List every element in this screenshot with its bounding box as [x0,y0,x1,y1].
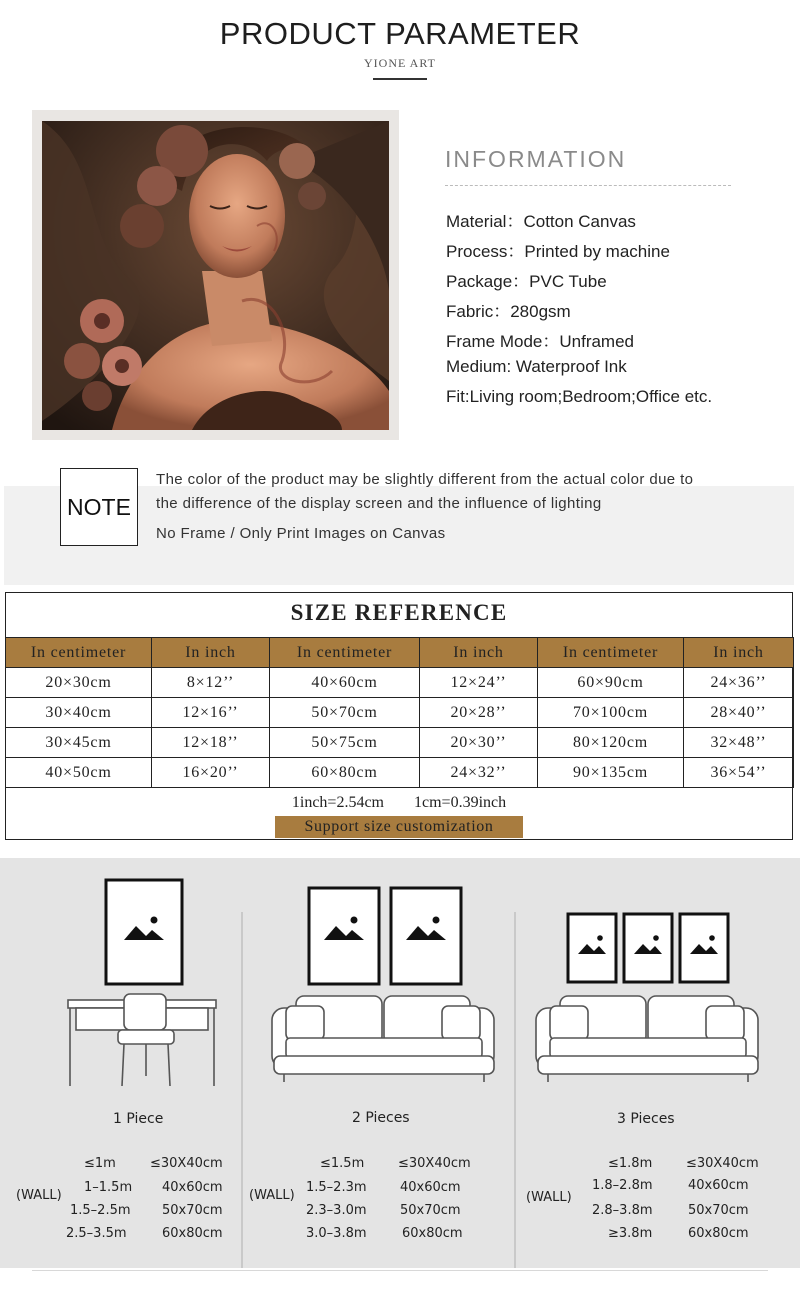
table-cell: 20×28’’ [420,698,538,728]
page-title: PRODUCT PARAMETER [219,16,581,51]
note-label: NOTE [60,468,138,546]
print-size: 40x60cm [688,1178,749,1193]
wall-range: 1–1.5m [84,1180,133,1195]
wall-range: ≥3.8m [608,1226,653,1241]
column-header: In inch [152,638,270,668]
table-cell: 70×100cm [538,698,684,728]
table-cell: 30×40cm [6,698,152,728]
column-header: In centimeter [270,638,420,668]
note-line: the difference of the display screen and the influence of lighting [156,495,602,512]
customization-badge: Support size customization [275,816,523,838]
guide-divider [514,912,516,1268]
spec-fabric: Fabric：280gsm [446,302,571,321]
table-cell: 60×90cm [538,668,684,698]
table-cell: 8×12’’ [152,668,270,698]
table-cell: 50×75cm [270,728,420,758]
wall-range: 3.0–3.8m [306,1226,367,1241]
unit-conversion: 1inch=2.54cm 1cm=0.39inch [291,794,507,811]
table-cell: 20×30’’ [420,728,538,758]
table-row [6,728,794,758]
table-cell: 20×30cm [6,668,152,698]
print-size: 60x80cm [688,1226,749,1241]
table-cell: 16×20’’ [152,758,270,788]
print-size: 40x60cm [400,1180,461,1195]
title-underline [373,78,427,80]
wall-range: 1.8–2.8m [592,1178,653,1193]
table-cell: 50×70cm [270,698,420,728]
spec-material: Material：Cotton Canvas [446,212,636,231]
print-size: 50x70cm [400,1203,461,1218]
spec-fit: Fit:Living room;Bedroom;Office etc. [446,387,713,406]
wall-range: 2.8–3.8m [592,1203,653,1218]
size-table [5,637,794,788]
column-header: In centimeter [538,638,684,668]
table-cell: 40×50cm [6,758,152,788]
table-cell: 28×40’’ [684,698,794,728]
note-line: The color of the product may be slightly different from the actual color due to [156,471,694,488]
wall-range: ≤1.5m [320,1156,365,1171]
column-header: In inch [420,638,538,668]
table-cell: 90×135cm [538,758,684,788]
spec-package: Package：PVC Tube [446,272,607,291]
size-reference-title: SIZE REFERENCE [290,600,508,625]
wall-range: 1.5–2.5m [70,1203,131,1218]
two-pieces-label: 2 Pieces [352,1110,410,1126]
wall-range: ≤1.8m [608,1156,653,1171]
column-header: In centimeter [6,638,152,668]
table-cell: 40×60cm [270,668,420,698]
wall-range: 1.5–2.3m [306,1180,367,1195]
product-canvas-image [42,121,389,430]
wall-label: (WALL) [16,1188,62,1203]
table-cell: 12×18’’ [152,728,270,758]
table-cell: 12×16’’ [152,698,270,728]
column-header: In inch [684,638,794,668]
print-size: 40x60cm [162,1180,223,1195]
print-size: 60x80cm [402,1226,463,1241]
one-piece-label: 1 Piece [113,1111,164,1127]
three-pieces-label: 3 Pieces [617,1111,675,1127]
information-heading: INFORMATION [445,146,627,172]
note-line: No Frame / Only Print Images on Canvas [156,525,446,542]
spec-frame-mode: Frame Mode：Unframed [446,332,635,351]
spec-medium: Medium: Waterproof Ink [446,357,627,376]
print-size: ≤30X40cm [150,1156,223,1171]
wall-label: (WALL) [526,1190,572,1205]
table-cell: 24×32’’ [420,758,538,788]
table-cell: 60×80cm [270,758,420,788]
guide-divider [241,912,243,1268]
spec-process: Process：Printed by machine [446,242,670,261]
information-divider [445,185,731,186]
bottom-divider [32,1270,768,1271]
print-size: ≤30X40cm [686,1156,759,1171]
table-cell: 36×54’’ [684,758,794,788]
table-row [6,668,794,698]
wall-range: 2.3–3.0m [306,1203,367,1218]
print-size: 60x80cm [162,1226,223,1241]
table-cell: 30×45cm [6,728,152,758]
print-size: 50x70cm [162,1203,223,1218]
wall-range: ≤1m [84,1156,116,1171]
brand-subtitle: YIONE ART [364,56,436,70]
wall-range: 2.5–3.5m [66,1226,127,1241]
table-cell: 32×48’’ [684,728,794,758]
table-cell: 24×36’’ [684,668,794,698]
print-size: ≤30X40cm [398,1156,471,1171]
table-cell: 80×120cm [538,728,684,758]
table-row [6,698,794,728]
print-size: 50x70cm [688,1203,749,1218]
table-cell: 12×24’’ [420,668,538,698]
portrait-artwork-image [42,121,389,430]
wall-label: (WALL) [249,1188,295,1203]
size-table-header-row [6,638,794,668]
table-row [6,758,794,788]
